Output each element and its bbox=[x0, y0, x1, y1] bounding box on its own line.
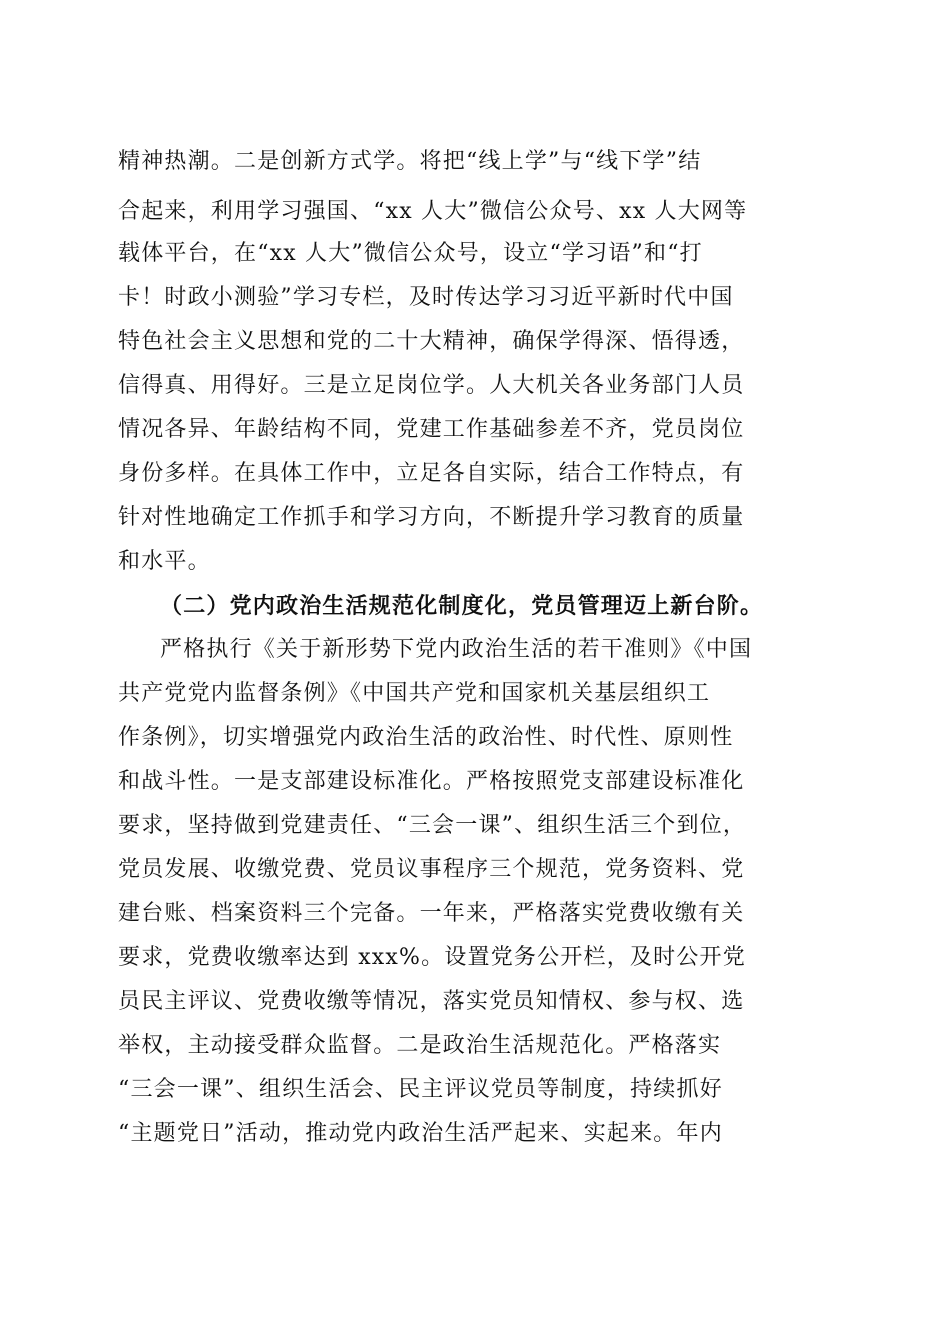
text-line: 信得真、用得好。三是立足岗位学。人大机关各业务部门人员 bbox=[118, 373, 745, 398]
text-line: “主题党日”活动，推动党内政治生活严起来、实起来。年内 bbox=[118, 1121, 723, 1146]
text-line: 合起来，利用学习强国、“xx 人大”微信公众号、xx 人大网等 bbox=[118, 199, 748, 224]
text-line: 要求，党费收缴率达到 xxx%。设置党务公开栏，及时公开党 bbox=[118, 945, 746, 970]
text-line: “三会一课”、组织生活会、民主评议党员等制度，持续抓好 bbox=[118, 1077, 723, 1102]
text-line: 和水平。 bbox=[118, 549, 211, 574]
text-line: 建台账、档案资料三个完备。一年来，严格落实党费收缴有关 bbox=[118, 901, 745, 926]
text-line: 举权，主动接受群众监督。二是政治生活规范化。严格落实 bbox=[118, 1033, 722, 1058]
text-line: 作条例》，切实增强党内政治生活的政治性、时代性、原则性 bbox=[118, 725, 734, 750]
text-line: 身份多样。在具体工作中，立足各自实际，结合工作特点，有 bbox=[118, 461, 745, 486]
text-line: 特色社会主义思想和党的二十大精神，确保学得深、悟得透， bbox=[118, 329, 745, 354]
text-line: 严格执行《关于新形势下党内政治生活的若干准则》《中国 bbox=[160, 637, 753, 662]
text-line: 共产党党内监督条例》《中国共产党和国家机关基层组织工 bbox=[118, 681, 711, 706]
section-heading: （二）党内政治生活规范化制度化，党员管理迈上新台阶。 bbox=[160, 593, 764, 619]
text-line: 针对性地确定工作抓手和学习方向，不断提升学习教育的质量 bbox=[118, 505, 745, 530]
text-line: 精神热潮。二是创新方式学。将把“线上学”与“线下学”结 bbox=[118, 149, 702, 174]
text-line: 员民主评议、党费收缴等情况，落实党员知情权、参与权、选 bbox=[118, 989, 745, 1014]
text-line: 卡！时政小测验”学习专栏，及时传达学习习近平新时代中国 bbox=[118, 285, 734, 310]
text-line: 要求，坚持做到党建责任、“三会一课”、组织生活三个到位， bbox=[118, 813, 747, 838]
text-line: 党员发展、收缴党费、党员议事程序三个规范，党务资料、党 bbox=[118, 857, 745, 882]
text-line: 和战斗性。一是支部建设标准化。严格按照党支部建设标准化 bbox=[118, 769, 745, 794]
text-line: 载体平台，在“xx 人大”微信公众号，设立“学习语”和“打 bbox=[118, 241, 703, 266]
text-line: 情况各异、年龄结构不同，党建工作基础参差不齐，党员岗位 bbox=[118, 417, 745, 442]
